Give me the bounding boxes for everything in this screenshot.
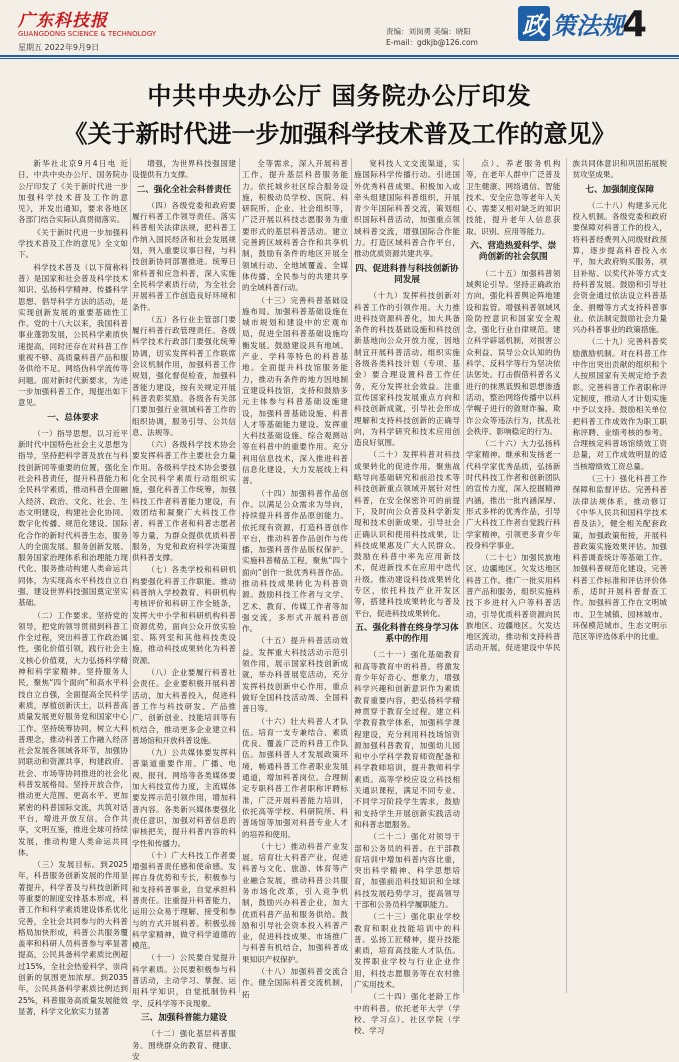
column-divider: [463, 158, 464, 993]
article-paragraph: （十八）加强科普交流合作。健全国际科普交流机制，拓: [242, 967, 348, 999]
section-subheading: 一、总体要求: [47, 412, 99, 423]
section-subheading: 六、营造热爱科学、崇尚创新的社会氛围: [470, 241, 557, 263]
article-paragraph: （二十六）大力弘扬科学家精神。继承和发扬老一代科学家优秀品质，弘扬新时代科技工作者和创新团队的宣传力度，深入挖掘精神内涵，推出一批内涵深厚、形式多样的优秀作品，引导广大科技工作者自觉践行科学家精神，引领更多青少年投身科学事业。: [466, 439, 561, 550]
newspaper-brand: 广东科技报: [18, 11, 108, 31]
article-paragraph: （九）公共媒体要发挥科普渠道重要作用。广播、电视、报刊、网络等各类媒体要加大科技宣传力度，主流媒体要发挥示范引领作用，增加科普内容。各类新兴媒体要强化责任意识，加强对科普信息的审核把关，提升科普内容的科学性和传播力。: [132, 748, 236, 848]
article-paragraph: （二十）发挥科普对科技成果转化的促进作用。聚焦战略导向基础研究和前沿技术等科技创新重点领域开展针对性科普，在安全保密许可的前提下，及时向公众普及科学新发现和技术创新成果。引导社会正确认识和使用科技成果，让科技成果惠及广大人民群众。鼓励在科普中率先应用新技术，促进新技术在应用中迭代升级。推动建设科技成果转化专区，依托科技产业开发区等，搭建科技成果转化与普及平台，促进科技成果转化。: [354, 450, 460, 618]
article-column-4: [354, 158, 460, 1036]
article-paragraph: （十九）发挥科技创新对科普工作的引领作用。大力推进科技资源科普化，加大具备条件的科技基础设施和科技创新基地向公众开放力度，因地制宜开展科普活动。组织实施各级各类科技计划（专项、基金）要合理设置科普工作任务，充分发挥社会效益。注重宣传国家科技发展重点方向和科技创新成就，引导社会形成理解和支持科技创新的正确导向，为科学研究和技术应用创造良好氛围。: [354, 291, 460, 448]
article-paragraph: 点）、养老服务机构等，在老年人群中广泛普及卫生健康、网络通信、智能技术、安全应急等老年人关心、需要又相对缺乏的知识技能，提升老年人信息获取、识别、应用等能力。: [466, 159, 561, 236]
editors-info: [386, 26, 478, 48]
article-paragraph: （四）各级党委和政府要履行科普工作领导责任。落实科普相关法律法规，把科普工作纳入国民经济和社会发展规划，列入重要议事日程，与科技创新协同部署推进。统筹日常科普和应急科普，深入实施全民科学素质行动，为全社会开展科普工作创造良好环境和条件。: [132, 200, 236, 312]
column-divider: [351, 158, 352, 993]
editors-line: 责编：刘岗勇 美编：晓阳: [386, 27, 471, 36]
article-column-5: [466, 158, 667, 993]
newspaper-brand-subtitle: GUANGDONG SCIENCE & TECHNOLOGY: [18, 30, 157, 38]
article-paragraph: （三十）强化科普工作保障和监督评估。完善科普法律法规体系，推动修订《中华人民共和国科学技术普及法》，健全相关配套政策，加强政策衔接，开展科普政策实施效果评估。加强科普调查统计等基础工作。加强科普规范化建设，完善科普工作标准和评估评价体系，适时开展科普督查工作。加强科普工作在文明城市、卫生城镇、园林城市、环保模范城市、生态文明示范区等评选体系中的比重。: [572, 474, 667, 642]
article-paragraph: （五）各行业主管部门要履行科普行政管理责任。各级科学技术行政部门要强化统筹协调，切实发挥科普工作联席会议机制作用，加强科普工作规划，强化督促检查，加强科普能力建设，按有关规定开展科普表彰奖励。各级各有关部门要加强行业领域科普工作的组织协调，服务引导、公共信息、法规等。: [132, 314, 236, 437]
article-paragraph: （六）各级科学技术协会要发挥科普工作主要社会力量作用。各级科学技术协会要强化全民科学素质行动组织实施，强化科普工作统筹，加强科技工作者科普能力建设，有效团结和凝聚广大科技工作者、科普工作者和科普志愿者等力量，为群众提供优质科普服务，为党和政府科学决策提供科普支撑。: [132, 440, 236, 563]
section-subheading: 三、加强科普能力建设: [141, 1012, 227, 1023]
article-paragraph: （二十三）强化职业学校教育和职业技能培训中的科普。弘扬工匠精神，提升技能素质，培育高技能人才队伍。发挥职业学校与行业企业作用，科技志愿服务等在农村推广实用技术。: [354, 912, 460, 990]
article-paragraph: （二）工作要求。坚持党的领导，把党的领导贯彻到科普工作全过程，突出科普工作政治属性，强化价值引领，践行社会主义核心价值观，大力弘扬科学精神和科学家精神。坚持服务人民，聚焦“四个面向”和高水平科技自立自强，全面提高全民科学素质，厚植创新沃土，以科普高质量发展更好服务党和国家中心工作。坚持统筹协同，树立大科普理念，推动科普工作融入经济社会发展各领域各环节，加强协同联动和资源共享，构建政府、社会、市场等协同推进的社会化科普发展格局。坚持开放合作，推动更大范围、更高水平、更加紧密的科普国际交流，共筑对话平台，增进开放互信，合作共享，文明互鉴，推进全球可持续发展，推动构建人类命运共同体。: [18, 610, 128, 857]
article-paragraph: （三）发展目标。到2025年，科普服务创新发展的作用显著提升，科学普及与科技创新同等重要的制度安排基本形成，科普工作和科学素质建设体系优化完善，全社会共同参与的大科普格局加快形成，科普公共服务覆盖率和科研人员科普参与率显著提高，公民具备科学素质比例超过15%，全社会热爱科学、崇尚创新的氛围更加浓厚。到2035年，公民具备科学素质比例达到25%，科普服务高质量发展能效显著，科学文化软实力显著: [18, 860, 128, 1016]
headline-line2: 《关于新时代进一步加强科学技术普及工作的意见》: [63, 120, 616, 148]
article-paragraph: （二十七）加强民族地区、边疆地区、欠发达地区科普工作。推广一批实用科普产品和服务，组织实施科技下乡进村入户等科普活动，引导优质科普资源向民族地区、边疆地区、欠发达地区流动，推动和支持科普活动开展，促进建设中华民族共同体意识和巩固拓展脱贫攻坚成果。: [466, 159, 667, 653]
masthead-divider-thin: [0, 58, 679, 59]
article-paragraph: 宽科技人文交流渠道，实施国际科学传播行动。引进国外优秀科普成果。积极加入或牵头组建国际科普组织，开展青少年国际科普交流，策划组织国际科普活动，加强重点领域科普交流，增强国际合作能力。打造区域科普合作平台，推动优质资源共建共享。: [354, 159, 460, 259]
article-paragraph: （七）各类学校和科研机构要强化科普工作职能。推动科普纳入学校教育、科研机构考核评价和科研工作全链条，发挥大中小学和科研机构科普资源优势，面向公众开放实验室、陈列室和其他科技类设施，推动科技成果转化为科普资源。: [132, 565, 236, 665]
article-paragraph: （十）广大科技工作者要增强科普责任感和使命感。发挥自身优势和专长，积极参与和支持科普事业，自觉承担科普责任。注重提升科普能力，运用公众易于理解、接受和参与的方式开展科普。积极弘扬科学家精神，做守科学道德的模范。: [132, 850, 236, 951]
article-paragraph: （二十五）加强科普领域舆论引导。坚持正确政治方向，强化科普舆论阵地建设和监管。增强科普领域风险防控意识和国家安全观念，强化行业自律规范。建立科学辟谣机制，对损害公众利益、误导公众认知的伪科学、反科学等行为坚决依法惩处。打击假借科普名义进行的抹黑诋毁和思想渗透活动，整治网络传播中以科学幌子进行的敛财诈骗、欺诈公众等违法行为，扰乱社会秩序、影响稳定的行为。: [466, 268, 561, 436]
section-label: [518, 6, 624, 41]
article-paragraph: （十四）加强科普作品创作。以满足公众需求为导向，持续提升科普作品原创能力。依托现有资源，打造科普创作平台，推动科普作品创作与传播，加强科普作品版权保护。实施科普精品工程，聚焦“四个面向”创作一批优秀科普作品。推动科技成果转化为科普资源。鼓励科技工作者与文学、艺术、教育、传媒工作者等加强交流，多形式开展科普创作。: [242, 488, 348, 634]
article-paragraph: （十六）壮大科普人才队伍。培育一支专兼结合、素质优良、覆盖广泛的科普工作队伍。加强科普人才发展政策环境，畅通科普工作者职业发展通道，增加科普岗位。合理制定专职科普工作者职称评聘标准，广泛开展科普能力培训，依托高等学校、科研院所、科普场馆等加强对科普专业人才的培养和使用。: [242, 716, 348, 839]
section-label-rest: 策法规: [552, 11, 624, 40]
article-column-2: [132, 158, 236, 1061]
masthead: [0, 0, 679, 58]
article-paragraph: （二十二）强化对领导干部和公务员的科普。在干部教育培训中增加科普内容比重，突出科学精神、科学思想培育，加强前沿科技知识和全球科技发展趋势学习，提高领导干部和公务员科学履职能力。: [354, 832, 460, 909]
article-paragraph: （十三）完善科普基础设施布局。加强科普基础设施在城市规划和建设中的宏观布局，促进全国科普基础设施均衡发展。鼓励建设具有地域、产业、学科等特色的科普基地。全面提升科技馆服务能力，推动有条件的地方因地制宜建设科技馆，支持和鼓励多元主体参与科普基础设施建设，加强科普基础设施、科普人才等基础能力建设。发挥重大科技基础设施、综合观测站等在科普中的重要作用。充分利用信息技术，深入推进科普信息化建设，大力发展线上科普。: [242, 295, 348, 486]
section-subheading: 二、强化全社会科普责任: [136, 184, 232, 195]
section-label-highlight: 政: [518, 6, 550, 41]
article-paragraph: 《关于新时代进一步加强科学技术普及工作的意见》全文如下。: [18, 227, 128, 260]
section-subheading: 五、强化科普在终身学习体系中的作用: [355, 622, 459, 645]
article-paragraph: （十一）公民要自觉提升科学素质。公民要积极参与科普活动，主动学习、掌握、运用科学知识，自觉抵制伪科学、反科学等不良现象。: [132, 953, 236, 1008]
article-paragraph: （十二）强化基层科普服务。围绕群众的教育、健康、安: [132, 1029, 236, 1061]
section-subheading: 七、加强制度保障: [585, 184, 655, 195]
article-paragraph: （二十八）构建多元化投入机制。各级党委和政府要保障对科普工作的投入，将科普经费列入同级财政预算，逐步提高科普投入水平，加大政府购买服务，项目补贴、以奖代补等方式支持科普发展。鼓励和引导社会资金通过依法设立科普基金、捐赠等方式支持科普事业。依法制定鼓励社会力量兴办科普事业的政策措施。: [572, 200, 667, 335]
column-divider: [239, 158, 240, 993]
headline-line1: 中共中央办公厅 国务院办公厅印发: [147, 82, 532, 110]
masthead-divider: [0, 55, 679, 57]
article-paragraph: 增强，为世界科技强国建设提供有力支撑。: [132, 159, 236, 180]
article-column-1: [18, 158, 128, 1016]
article-column-3: [242, 158, 348, 999]
article-paragraph: 科学技术普及（以下简称科普）是国家和社会普及科学技术知识、弘扬科学精神、传播科学思想、倡导科学方法的活动，是实现创新发展的重要基础性工作。党的十八大以来，我国科普事业蓬勃发展，公民科学素质快速提高，同时还存在对科普工作重视不够、高质量科普产品和服务供给不足、网络伪科学流传等问题。面对新时代新要求，为进一步加强科普工作，现提出如下意见。: [18, 262, 128, 408]
article-paragraph: 新华社北京9月4日电 近日，中共中央办公厅、国务院办公厅印发了《关于新时代进一步加强科学技术普及工作的意见》，并发出通知，要求各地区各部门结合实际认真贯彻落实。: [18, 159, 128, 225]
issue-date: 星期五 2022年9月9日: [18, 43, 100, 52]
article-paragraph: （二十一）强化基础教育和高等教育中的科普。将激发青少年好奇心、想象力，增强科学兴趣和创新意识作为素质教育重要内容，把弘扬科学精神贯穿于教育全过程。建立科学教育教学体系，加强科学课程建设，充分利用科技场馆资源加强科普教育，加强幼儿园和中小学科学教育师资配备和科学教师培训，提升教师科学素质。高等学校应设立科技相关通识课程，满足不同专业、不同学习阶段学生需求，鼓励和支持学生开展创新实践活动和科普志愿服务。: [354, 650, 460, 829]
article-paragraph: 全等需求，深入开展科普工作，提升基层科普服务能力。依托城乡社区综合服务设施，积极动员学校、医院、科研院所、企业、社会组织等，广泛开展以科技志愿服务为重要形式的基层科普活动。建立完善跨区域科普合作和共享机制，鼓励有条件的地区开展全领域行动、全地域覆盖、全媒体传播、全民参与的共建共享的全域科普行动。: [242, 159, 348, 293]
article-paragraph: （二十九）完善科普奖励激励机制。对在科普工作中作出突出贡献的组织和个人按照国家有关规定给予表彰。完善科普工作者职称评定制度，推动人才计划实施中予以支持。鼓励相关单位把科普工作成效作为职工职称评聘、业绩考核的参考。合理核定科普场馆绩效工资总量，对工作成效明显的适当核增绩效工资总量。: [572, 337, 667, 471]
article-paragraph: （八）企业要履行科普社会责任。企业要积极开展科普活动，加大科普投入，促进科普工作与科技研发、产品推广、创新创业、技能培训等有机结合，推动更多企业建立科普场馆和开放科普设施。: [132, 668, 236, 745]
section-subheading: 四、促进科普与科技创新协同发展: [355, 263, 459, 285]
column-divider: [130, 158, 131, 993]
article-paragraph: （十七）推动科普产业发展。培育壮大科普产业，促进科普与文化、旅游、体育等产业融合发展，推动科普公共服务市场化改革，引入竞争机制，鼓励兴办科普企业，加大优质科普产品和服务供给。鼓励和引导社会资本投入科普产业，促进科技成果、市场推广与科普有机结合，加强科普成果知识产权保护。: [242, 841, 348, 964]
article-paragraph: （二十四）强化老龄工作中的科普。依托老年大学（学校、学习点）、社区学院（学校、学习: [354, 992, 460, 1036]
article-paragraph: （一）指导思想。以习近平新时代中国特色社会主义思想为指导，坚持把科学普及放在与科技创新同等重要的位置，强化全社会科普责任，提升科普能力和全民科学素质，推动科普全面融入经济、政治、文化、社会、生态文明建设，构建社会化协同、数字化传播、规范化建设、国际化合作的新时代科普生态，服务人的全面发展、服务创新发展、服务国家治理体系和治理能力现代化、服务推动构建人类命运共同体，为实现高水平科技自立自强、建设世界科技强国奠定坚实基础。: [18, 428, 128, 608]
article-paragraph: （十五）提升科普活动效益。发挥重大科技活动示范引领作用，展示国家科技创新成就，举办科普展览活动，充分发挥科技创新中心作用，重点做好全国科技活动周、全国科普日等。: [242, 636, 348, 714]
page-number: 4: [622, 4, 648, 45]
email-line: E-mail：gdkjb@126.com: [386, 38, 478, 47]
